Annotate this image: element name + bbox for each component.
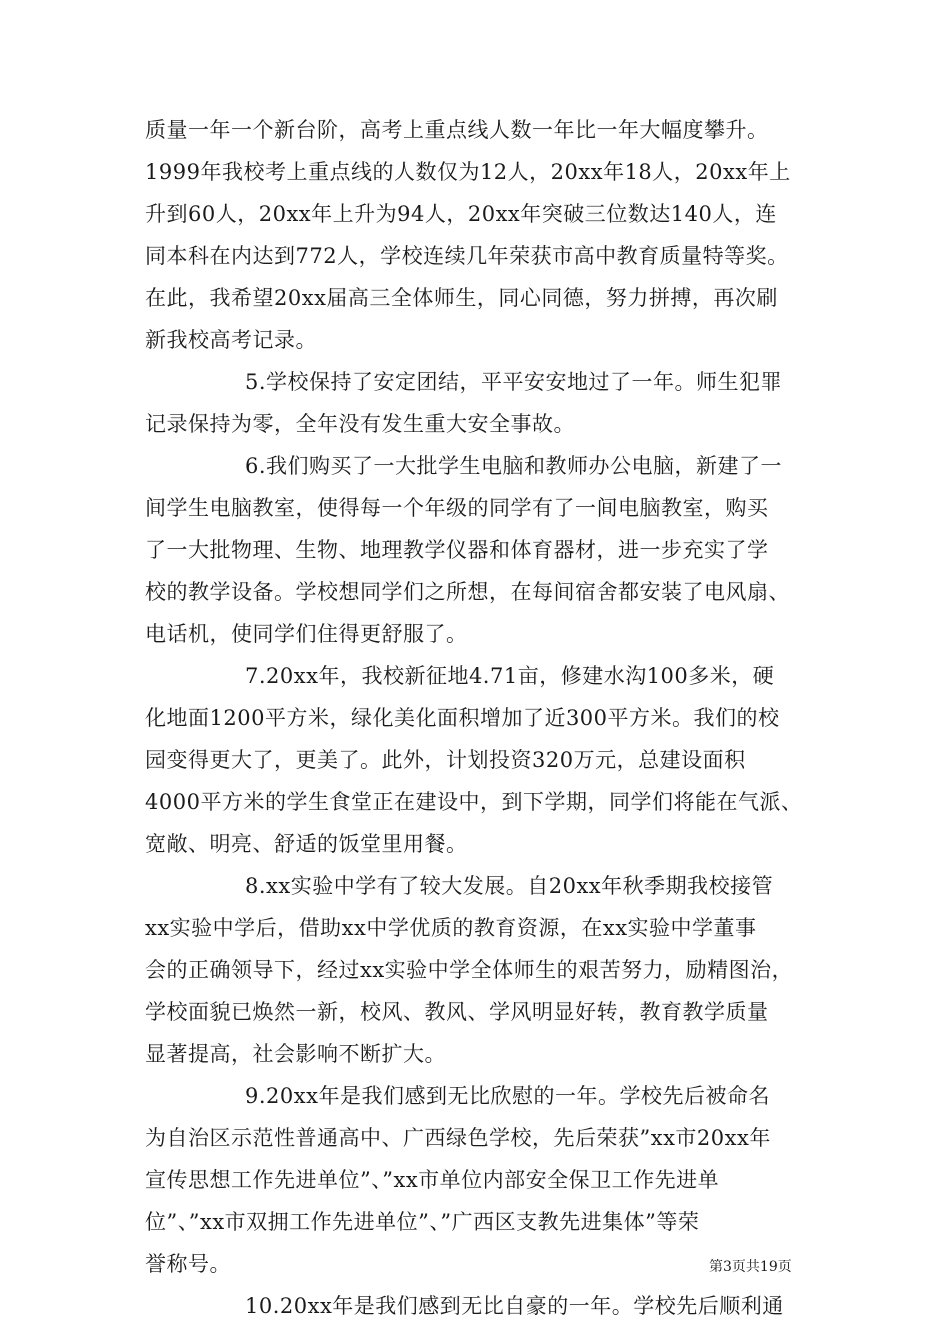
text-line: 1999年我校考上重点线的人数仅为12人，20xx年18人，20xx年上 xyxy=(145,160,791,184)
text-line: 了一大批物理、生物、地理教学仪器和体育器材，进一步充实了学 xyxy=(145,538,769,562)
text-line: 校的教学设备。学校想同学们之所想，在每间宿舍都安装了电风扇、 xyxy=(145,580,790,604)
text-line: 升到60人，20xx年上升为94人，20xx年突破三位数达140人，连 xyxy=(145,202,777,226)
text-line: 质量一年一个新台阶，高考上重点线人数一年比一年大幅度攀升。 xyxy=(145,118,769,142)
text-line: xx实验中学后，借助xx中学优质的教育资源，在xx实验中学董事 xyxy=(145,916,757,940)
text-line: 4000平方米的学生食堂正在建设中，到下学期，同学们将能在气派、 xyxy=(145,790,803,814)
paragraph-5-start: 5.学校保持了安定团结，平平安安地过了一年。师生犯罪 xyxy=(245,370,783,394)
text-line: 园变得更大了，更美了。此外，计划投资320万元，总建设面积 xyxy=(145,748,746,772)
paragraph-9-start: 9.20xx年是我们感到无比欣慰的一年。学校先后被命名 xyxy=(245,1084,770,1108)
text-line: 宣传思想工作先进单位”、”xx市单位内部安全保卫工作先进单 xyxy=(145,1168,720,1192)
page-number-footer: 第3页共19页 xyxy=(709,1259,792,1275)
text-line: 学校面貌已焕然一新，校风、教风、学风明显好转，教育教学质量 xyxy=(145,1000,769,1024)
text-line: 誉称号。 xyxy=(145,1252,231,1276)
text-line: 新我校高考记录。 xyxy=(145,328,317,352)
text-line: 间学生电脑教室，使得每一个年级的同学有了一间电脑教室，购买 xyxy=(145,496,769,520)
paragraph-10-start: 10.20xx年是我们感到无比自豪的一年。学校先后顺利通 xyxy=(245,1294,784,1318)
text-line: 电话机，使同学们住得更舒服了。 xyxy=(145,622,468,646)
paragraph-6-start: 6.我们购买了一大批学生电脑和教师办公电脑，新建了一 xyxy=(245,454,783,478)
text-line: 记录保持为零，全年没有发生重大安全事故。 xyxy=(145,412,575,436)
text-line: 会的正确领导下，经过xx实验中学全体师生的艰苦努力，励精图治， xyxy=(145,958,794,982)
text-line: 显著提高，社会影响不断扩大。 xyxy=(145,1042,446,1066)
text-line: 同本科在内达到772人，学校连续几年荣获市高中教育质量特等奖。 xyxy=(145,244,789,268)
text-line: 位”、”xx市双拥工作先进单位”、”广西区支教先进集体”等荣 xyxy=(145,1210,700,1234)
text-line: 宽敞、明亮、舒适的饭堂里用餐。 xyxy=(145,832,468,856)
paragraph-7-start: 7.20xx年，我校新征地4.71亩，修建水沟100多米，硬 xyxy=(245,664,775,688)
paragraph-8-start: 8.xx实验中学有了较大发展。自20xx年秋季期我校接管 xyxy=(245,874,774,898)
text-line: 在此，我希望20xx届高三全体师生，同心同德，努力拼搏，再次刷 xyxy=(145,286,778,310)
text-line: 为自治区示范性普通高中、广西绿色学校，先后荣获”xx市20xx年 xyxy=(145,1126,771,1150)
text-line: 化地面1200平方米，绿化美化面积增加了近300平方米。我们的校 xyxy=(145,706,780,730)
